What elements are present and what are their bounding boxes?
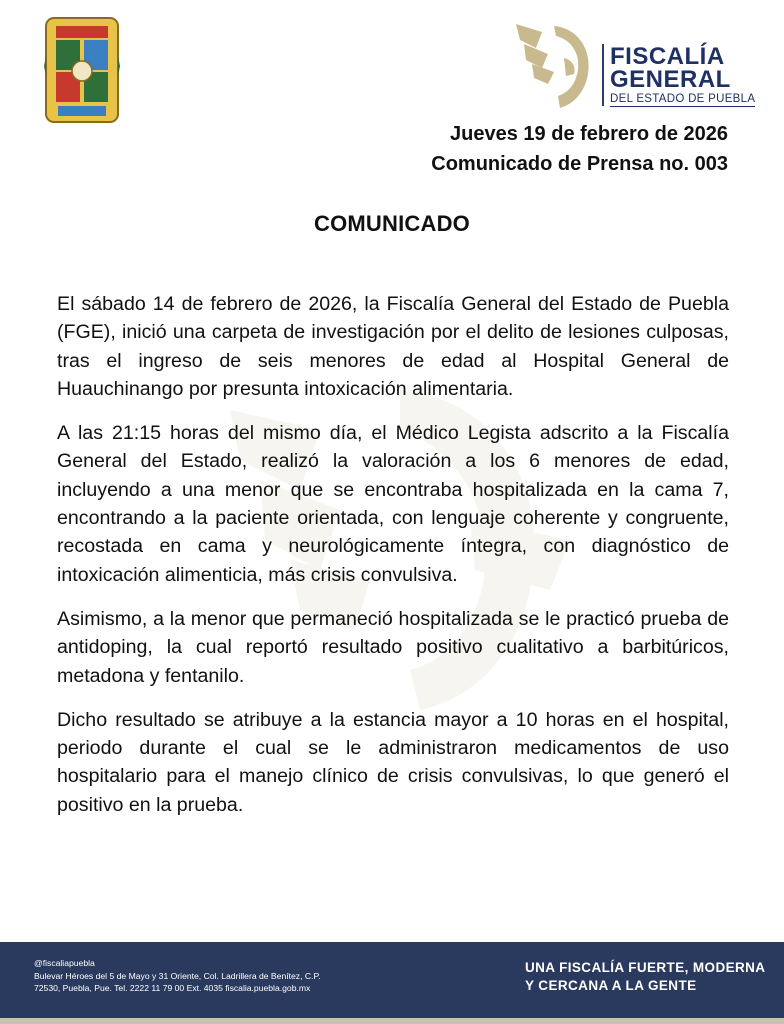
logo-text-line3: DEL ESTADO DE PUEBLA <box>610 93 756 105</box>
agency-logo <box>512 18 762 110</box>
document-body <box>57 290 729 835</box>
logo-text-line2: GENERAL <box>610 66 731 93</box>
footer-bar <box>0 942 784 1024</box>
fiscalia-head-icon <box>512 18 598 110</box>
footer-slogan <box>525 959 765 995</box>
body-paragraph-2: A las 21:15 horas del mismo día, el Médico Legista adscrito a la Fiscalía General del Estado, realizó la valoración a los 6 menores de edad, incluyendo a una menor que se encontraba hospitalizada en la cama 7, encontrando a la paciente orientada, con lenguaje coherente y congruente, recostada en cama y neurológicamente íntegra, con diagnóstico de intoxicación alimenticia, más crisis convulsiva. <box>57 422 729 586</box>
footer-slogan-line2: Y CERCANA A LA GENTE <box>525 978 697 993</box>
body-paragraph-1: El sábado 14 de febrero de 2026, la Fiscalía General del Estado de Puebla (FGE), inició una carpeta de investigación por el delito de lesiones culposas, tras el ingreso de seis menores de edad al Hospital General de Huauchinango por presunta intoxicación alimentaria. <box>57 293 729 400</box>
document-title: COMUNICADO <box>314 211 470 236</box>
logo-text-line1: FISCALÍA <box>610 43 725 70</box>
release-number: Comunicado de Prensa no. 003 <box>431 153 728 175</box>
body-paragraph-3: Asimismo, a la menor que permaneció hospitalizada se le practicó prueba de antidoping, la cual reportó resultado positivo cualitativo a barbitúricos, metadona y fentanilo. <box>57 607 729 687</box>
footer-contact <box>34 957 320 995</box>
release-date: Jueves 19 de febrero de 2026 <box>450 123 728 145</box>
footer-slogan-line1: UNA FISCALÍA FUERTE, MODERNA <box>525 960 766 975</box>
footer-stripe <box>0 1018 784 1024</box>
logo-divider <box>602 44 604 106</box>
footer-handle: @fiscaliapuebla <box>34 958 95 968</box>
footer-address-line2: 72530, Puebla, Pue. Tel. 2222 11 79 00 Ext. 4035 fiscalia.puebla.gob.mx <box>34 983 311 993</box>
puebla-coat-of-arms-icon <box>44 16 120 124</box>
footer-address-line1: Bulevar Héroes del 5 de Mayo y 31 Oriente, Col. Ladrillera de Benítez, C.P. <box>34 970 321 981</box>
body-paragraph-4: Dicho resultado se atribuye a la estancia mayor a 10 horas en el hospital, periodo durante el cual se le administraron medicamentos de uso hospitalario para el manejo clínico de crisis convulsivas, lo que generó el positivo en la prueba. <box>57 708 729 816</box>
